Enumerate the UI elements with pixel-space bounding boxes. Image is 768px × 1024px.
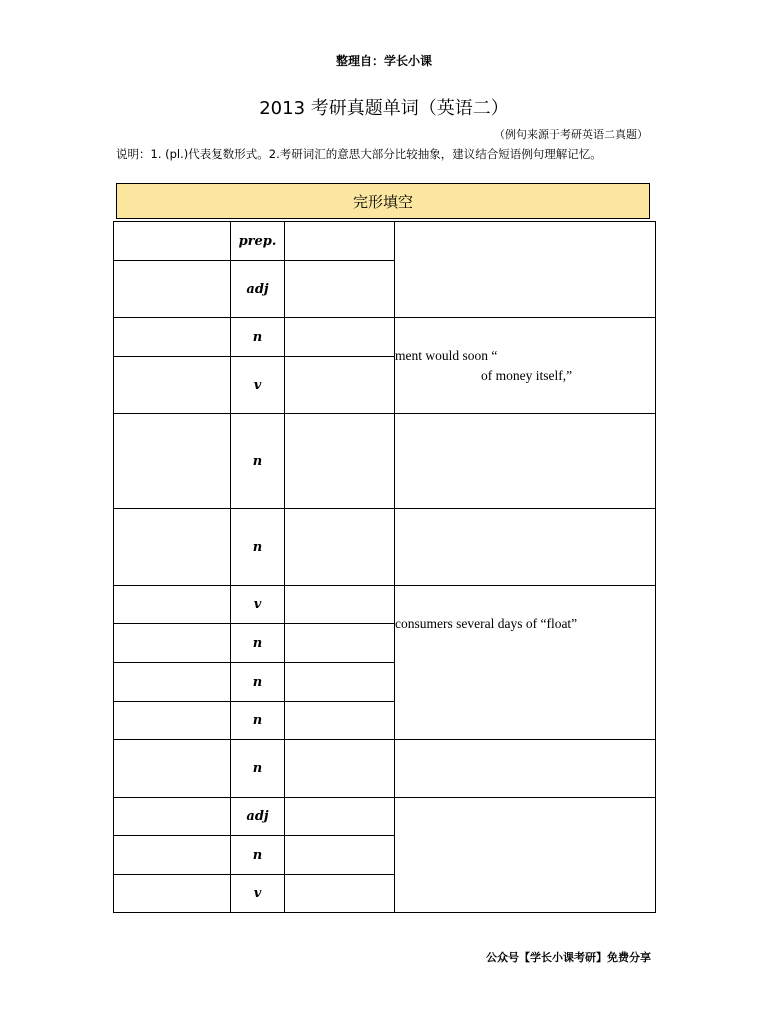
meaning-cell bbox=[285, 318, 395, 357]
example-text-line: ment would soon “ bbox=[395, 347, 498, 363]
pos-cell: prep. bbox=[231, 222, 285, 261]
word-cell bbox=[114, 261, 231, 318]
example-cell bbox=[395, 798, 656, 913]
section-banner bbox=[116, 183, 650, 219]
meaning-cell bbox=[285, 836, 395, 875]
table-row bbox=[114, 414, 656, 509]
footer-note: 公众号【学长小课考研】免费分享 bbox=[486, 951, 651, 964]
page-title: 2013 考研真题单词（英语二） bbox=[259, 98, 509, 119]
word-cell bbox=[114, 702, 231, 740]
pos-cell: n bbox=[231, 318, 285, 357]
meaning-cell bbox=[285, 663, 395, 702]
pos-cell: v bbox=[231, 586, 285, 624]
word-cell bbox=[114, 798, 231, 836]
pos-cell: n bbox=[231, 663, 285, 702]
word-cell bbox=[114, 663, 231, 702]
word-cell bbox=[114, 586, 231, 624]
pos-cell: n bbox=[231, 414, 285, 509]
pos-cell: n bbox=[231, 702, 285, 740]
word-cell bbox=[114, 836, 231, 875]
word-cell bbox=[114, 222, 231, 261]
pos-cell: v bbox=[231, 875, 285, 913]
meaning-cell bbox=[285, 875, 395, 913]
meaning-cell bbox=[285, 586, 395, 624]
table-row bbox=[114, 318, 656, 357]
example-cell bbox=[395, 586, 656, 740]
example-text-line: of money itself,” bbox=[481, 367, 573, 383]
example-cell bbox=[395, 509, 656, 586]
meaning-cell bbox=[285, 798, 395, 836]
pos-cell: adj bbox=[231, 261, 285, 318]
meaning-cell bbox=[285, 740, 395, 798]
pos-cell: n bbox=[231, 836, 285, 875]
table-row bbox=[114, 509, 656, 586]
meaning-cell bbox=[285, 414, 395, 509]
pos-cell: n bbox=[231, 509, 285, 586]
example-cell bbox=[395, 414, 656, 509]
pos-cell: n bbox=[231, 740, 285, 798]
meaning-cell bbox=[285, 509, 395, 586]
table-row bbox=[114, 798, 656, 836]
meaning-cell bbox=[285, 261, 395, 318]
table-row bbox=[114, 586, 656, 624]
pos-cell: v bbox=[231, 357, 285, 414]
table-row bbox=[114, 222, 656, 261]
meaning-cell bbox=[285, 702, 395, 740]
example-cell bbox=[395, 740, 656, 798]
document-source: 整理自：学长小课 bbox=[335, 54, 432, 68]
word-cell bbox=[114, 509, 231, 586]
word-cell bbox=[114, 357, 231, 414]
word-cell bbox=[114, 624, 231, 663]
word-cell bbox=[114, 875, 231, 913]
meaning-cell bbox=[285, 357, 395, 414]
word-cell bbox=[114, 740, 231, 798]
section-label: 完形填空 bbox=[352, 192, 413, 211]
example-cell bbox=[395, 318, 656, 414]
vocab-table bbox=[113, 221, 656, 913]
word-cell bbox=[114, 318, 231, 357]
example-cell bbox=[395, 222, 656, 318]
pos-cell: adj bbox=[231, 798, 285, 836]
page-subtitle: （例句来源于考研英语二真题） bbox=[494, 128, 648, 141]
meaning-cell bbox=[285, 624, 395, 663]
meaning-cell bbox=[285, 222, 395, 261]
pos-cell: n bbox=[231, 624, 285, 663]
word-cell bbox=[114, 414, 231, 509]
table-row bbox=[114, 740, 656, 798]
example-text-line: consumers several days of “float” bbox=[395, 616, 578, 631]
usage-note: 说明：1. (pl.)代表复数形式。2.考研词汇的意思大部分比较抽象，建议结合短语例句理解记忆。 bbox=[116, 147, 602, 161]
